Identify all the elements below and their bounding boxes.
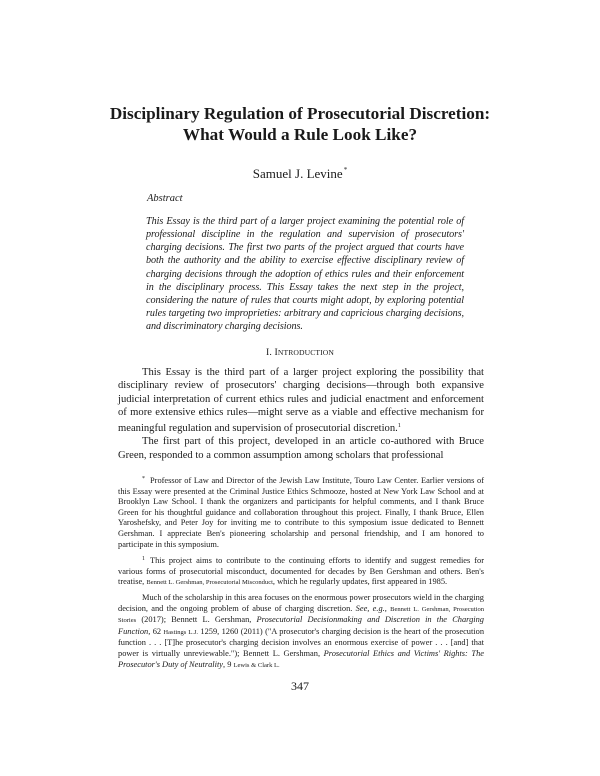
footnote-cont-text-f: , 9	[223, 659, 234, 669]
body-paragraph-2: The first part of this project, developed in an article co-authored with Bruce Green, responded to a common assumption among scholars that professional	[118, 436, 484, 461]
title-line-1: Disciplinary Regulation of Prosecutorial Discretion:	[109, 104, 491, 123]
footnote-star-text: Professor of Law and Director of the Jewish Law Institute, Touro Law Center. Earlier versions of this Essay were presented at the Criminal Justice Ethics Schmooze, hosted at New York Law School and at Brooklyn Law School. I thank the organizers and participants for helpful comments, and I thank Bruce Green for his thoughtful guidance and collaboration throughout this project. Finally, I thank Bruce, Ellen Yaroshefsky, and Peter Joy for inviting me to contribute to this symposium issue dedicated to Bennett Gershman. I appreciate Ben's pioneering scholarship and personal friendship, and I am honored to participate in this symposium.	[118, 476, 484, 549]
title-line-2: What Would a Rule Look Like?	[182, 125, 418, 144]
footnote-cont-see: See, e.g.	[355, 603, 385, 613]
footnote-cont-article-1: Prosecutorial Decisionmaking and Discretion in the Charging Function	[118, 615, 484, 636]
footnote-star	[118, 474, 484, 550]
footnote-cont-text-e: 1259, 1260 (2011) ("A prosecutor's charging decision is the heart of the prosecution function . . . [T]he prosecutor's charging decision involves an enormous exercise of power . . . [and] that power is virtually unreviewable."); Bennett L. Gershman,	[118, 626, 485, 658]
abstract-label: Abstract	[147, 193, 183, 204]
footnote-cont-text-c: (2017); Bennett L. Gershman,	[136, 615, 257, 625]
body-text	[118, 366, 484, 462]
author-name: Samuel J. Levine	[252, 166, 343, 181]
body-paragraph-1-text: This Essay is the third part of a larger project exploring the possibility that disciplinary review of prosecutors' charging decisions—through both expansive judicial interpretation of current ethics rules and judicial enactment and enforcement of more extensive ethics rules—might serve as a viable and effective mechanism for meaningful regulation and supervision of prosecutorial discretion.	[118, 367, 484, 435]
footnote-1-text-a: This project aims to contribute to the continuing efforts to identify and suggest remedies for various forms of prosecutorial misconduct, documented for decades by Ben Gershman and others. Ben's treatise,	[118, 556, 484, 587]
footnote-1-treatise: Bennett L. Gershman, Prosecutorial Misconduct	[146, 579, 273, 587]
section-title-rest: NTRODUCTION	[277, 348, 335, 357]
abstract-text: This Essay is the third part of a larger project examining the potential role of professional discipline in the regulation and supervision of prosecutors' charging decisions. The first two parts of the project argued that courts have both the authority and the ability to exercise effective disciplinary review of charging decisions through the adoption of ethics rules and their enforcement in the disciplinary process. This Essay takes the next step in the project, considering the nature of rules that courts might adopt, by exploring potential rules targeting two improprieties: arbitrary and capricious charging decisions, and discriminatory charging decisions.	[146, 216, 464, 333]
footnote-1-mark: 1	[142, 556, 145, 563]
author-footnote-mark: *	[343, 166, 348, 174]
section-numeral: I.	[265, 347, 272, 358]
footnote-cont-journal-2: Lewis & Clark L.	[233, 661, 280, 669]
footnote-cont-text-d: , 62	[148, 626, 164, 636]
article-title	[60, 103, 540, 145]
footnote-cont-book: Bennett L. Gershman, Prosecution Stories	[118, 605, 485, 625]
footnote-1-text-b: , which he regularly updates, first appeared in 1985.	[272, 577, 448, 587]
footnote-1	[118, 554, 484, 589]
body-paragraph-1	[118, 366, 484, 435]
footnote-star-mark: *	[142, 476, 145, 483]
page-number: 347	[291, 679, 309, 694]
footnote-1-continued	[118, 593, 484, 671]
author-byline	[0, 166, 600, 182]
footnote-ref-1: 1	[397, 422, 402, 430]
footnote-cont-text-a: Much of the scholarship in this area focuses on the enormous power prosecutors wield in the charging decision, and the ongoing problem of abuse of charging discretion.	[118, 593, 484, 613]
section-heading	[0, 347, 600, 358]
section-title-cap: I	[274, 347, 278, 358]
footnote-cont-journal-1: Hastings L.J.	[163, 628, 199, 636]
footnote-cont-sep: ,	[384, 603, 391, 613]
footnote-cont-article-2: Prosecutorial Ethics and Victims' Rights: The Prosecutor's Duty of Neutrality	[118, 648, 484, 669]
